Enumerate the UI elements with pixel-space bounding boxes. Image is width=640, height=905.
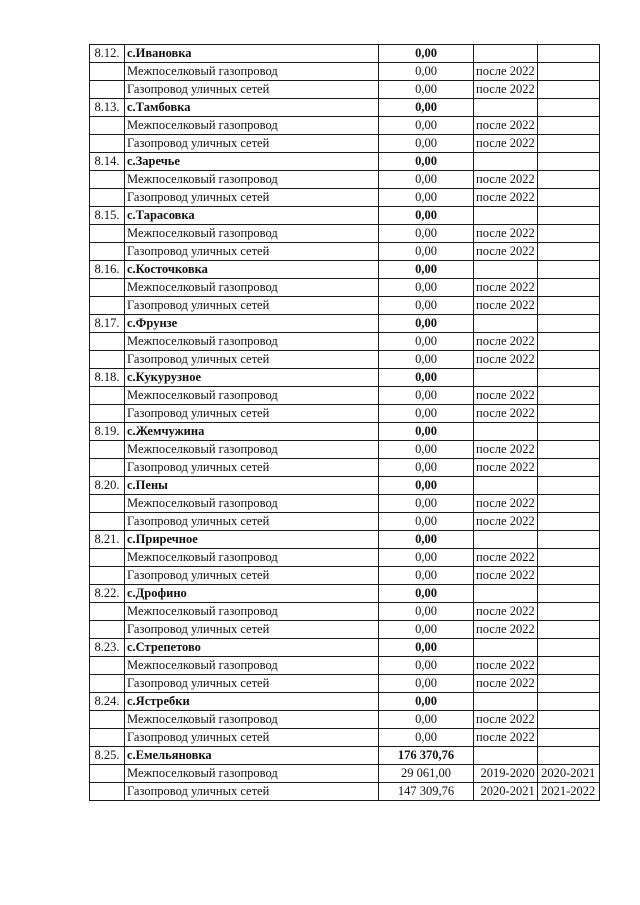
start-period: после 2022 [474,225,538,243]
pipeline-sum: 0,00 [379,729,474,747]
pipeline-type: Межпоселковый газопровод [125,495,379,513]
start-period-cell [474,693,538,711]
pipeline-type: Межпоселковый газопровод [125,549,379,567]
pipeline-type: Межпоселковый газопровод [125,441,379,459]
table-row [90,657,600,675]
table-row [90,459,600,477]
table-row [90,189,600,207]
start-period: после 2022 [474,675,538,693]
table-row [90,621,600,639]
start-period-cell [474,207,538,225]
start-period-cell [474,639,538,657]
table-row [90,351,600,369]
section-number: 8.24. [90,693,125,711]
section-header-row [90,261,600,279]
start-period-cell [474,477,538,495]
section-header-row [90,369,600,387]
end-period [537,171,599,189]
section-number: 8.25. [90,747,125,765]
pipeline-type: Газопровод уличных сетей [125,513,379,531]
row-number-cell [90,135,125,153]
end-period-cell [537,747,599,765]
start-period: после 2022 [474,387,538,405]
pipeline-type: Межпоселковый газопровод [125,765,379,783]
section-total: 0,00 [379,261,474,279]
pipeline-type: Газопровод уличных сетей [125,189,379,207]
pipeline-type: Межпоселковый газопровод [125,279,379,297]
start-period: после 2022 [474,297,538,315]
section-number: 8.21. [90,531,125,549]
end-period-cell [537,153,599,171]
end-period [537,729,599,747]
pipeline-type: Межпоселковый газопровод [125,117,379,135]
pipeline-sum: 0,00 [379,279,474,297]
pipeline-sum: 0,00 [379,459,474,477]
pipeline-type: Межпоселковый газопровод [125,333,379,351]
table-row [90,603,600,621]
section-header-row [90,207,600,225]
settlement-name: с.Фрунзе [125,315,379,333]
table-row [90,63,600,81]
start-period-cell [474,747,538,765]
table-row [90,783,600,801]
table-row [90,387,600,405]
section-number: 8.23. [90,639,125,657]
row-number-cell [90,603,125,621]
table-row [90,243,600,261]
start-period: после 2022 [474,351,538,369]
section-header-row [90,423,600,441]
table-row [90,441,600,459]
settlement-name: с.Тарасовка [125,207,379,225]
section-total: 0,00 [379,477,474,495]
row-number-cell [90,63,125,81]
section-total: 0,00 [379,315,474,333]
row-number-cell [90,657,125,675]
end-period-cell [537,585,599,603]
pipeline-sum: 147 309,76 [379,783,474,801]
start-period: после 2022 [474,495,538,513]
start-period: после 2022 [474,549,538,567]
pipeline-sum: 0,00 [379,171,474,189]
row-number-cell [90,765,125,783]
section-number: 8.18. [90,369,125,387]
end-period [537,603,599,621]
pipeline-sum: 29 061,00 [379,765,474,783]
pipeline-type: Межпоселковый газопровод [125,171,379,189]
pipeline-sum: 0,00 [379,387,474,405]
table-row [90,81,600,99]
end-period-cell [537,477,599,495]
row-number-cell [90,279,125,297]
end-period [537,351,599,369]
start-period: после 2022 [474,513,538,531]
section-total: 0,00 [379,207,474,225]
pipeline-type: Межпоселковый газопровод [125,603,379,621]
end-period [537,63,599,81]
pipeline-type: Газопровод уличных сетей [125,729,379,747]
section-header-row [90,639,600,657]
start-period: после 2022 [474,711,538,729]
settlement-name: с.Ястребки [125,693,379,711]
pipeline-sum: 0,00 [379,675,474,693]
settlement-name: с.Пены [125,477,379,495]
end-period-cell [537,207,599,225]
start-period: после 2022 [474,729,538,747]
end-period-cell [537,315,599,333]
section-number: 8.15. [90,207,125,225]
pipeline-type: Газопровод уличных сетей [125,405,379,423]
end-period [537,387,599,405]
row-number-cell [90,729,125,747]
pipeline-sum: 0,00 [379,63,474,81]
start-period-cell [474,153,538,171]
start-period: после 2022 [474,189,538,207]
row-number-cell [90,621,125,639]
table-row [90,513,600,531]
section-header-row [90,693,600,711]
row-number-cell [90,333,125,351]
table-row [90,495,600,513]
settlement-name: с.Кукурузное [125,369,379,387]
section-number: 8.22. [90,585,125,603]
start-period: после 2022 [474,603,538,621]
section-header-row [90,531,600,549]
table-row [90,171,600,189]
gas-pipeline-table [89,44,600,801]
start-period-cell [474,585,538,603]
start-period: после 2022 [474,279,538,297]
pipeline-type: Межпоселковый газопровод [125,225,379,243]
pipeline-type: Газопровод уличных сетей [125,135,379,153]
pipeline-type: Газопровод уличных сетей [125,783,379,801]
end-period [537,675,599,693]
start-period: после 2022 [474,81,538,99]
end-period [537,459,599,477]
start-period-cell [474,369,538,387]
section-total: 0,00 [379,423,474,441]
start-period-cell [474,261,538,279]
section-number: 8.20. [90,477,125,495]
start-period: после 2022 [474,441,538,459]
pipeline-type: Газопровод уличных сетей [125,459,379,477]
table-row [90,729,600,747]
section-header-row [90,153,600,171]
section-number: 8.16. [90,261,125,279]
table-row [90,117,600,135]
settlement-name: с.Ивановка [125,45,379,63]
end-period-cell [537,693,599,711]
start-period: после 2022 [474,63,538,81]
end-period-cell [537,261,599,279]
table-row [90,711,600,729]
start-period: после 2022 [474,333,538,351]
section-number: 8.13. [90,99,125,117]
pipeline-type: Газопровод уличных сетей [125,81,379,99]
pipeline-type: Межпоселковый газопровод [125,63,379,81]
section-number: 8.19. [90,423,125,441]
section-total: 0,00 [379,585,474,603]
settlement-name: с.Жемчужина [125,423,379,441]
settlement-name: с.Приречное [125,531,379,549]
table-row [90,135,600,153]
pipeline-type: Газопровод уличных сетей [125,567,379,585]
pipeline-sum: 0,00 [379,243,474,261]
table-row [90,405,600,423]
end-period-cell [537,369,599,387]
section-total: 0,00 [379,693,474,711]
end-period [537,297,599,315]
section-total: 0,00 [379,45,474,63]
section-total: 0,00 [379,153,474,171]
start-period: после 2022 [474,117,538,135]
pipeline-sum: 0,00 [379,567,474,585]
row-number-cell [90,189,125,207]
section-total: 176 370,76 [379,747,474,765]
pipeline-sum: 0,00 [379,621,474,639]
pipeline-type: Межпоселковый газопровод [125,711,379,729]
row-number-cell [90,297,125,315]
row-number-cell [90,783,125,801]
end-period [537,495,599,513]
row-number-cell [90,387,125,405]
settlement-name: с.Стрепетово [125,639,379,657]
start-period-cell [474,315,538,333]
table-row [90,549,600,567]
section-total: 0,00 [379,369,474,387]
end-period-cell [537,423,599,441]
start-period: после 2022 [474,405,538,423]
row-number-cell [90,441,125,459]
pipeline-sum: 0,00 [379,513,474,531]
start-period: 2020-2021 [474,783,538,801]
start-period: после 2022 [474,243,538,261]
row-number-cell [90,495,125,513]
section-number: 8.17. [90,315,125,333]
end-period [537,513,599,531]
pipeline-type: Газопровод уличных сетей [125,297,379,315]
pipeline-sum: 0,00 [379,81,474,99]
row-number-cell [90,513,125,531]
row-number-cell [90,243,125,261]
end-period: 2020-2021 [537,765,599,783]
row-number-cell [90,351,125,369]
start-period: после 2022 [474,657,538,675]
start-period-cell [474,45,538,63]
row-number-cell [90,225,125,243]
start-period: 2019-2020 [474,765,538,783]
section-number: 8.12. [90,45,125,63]
end-period [537,279,599,297]
row-number-cell [90,171,125,189]
section-total: 0,00 [379,99,474,117]
table-body [90,45,600,801]
section-header-row [90,477,600,495]
table-row [90,225,600,243]
settlement-name: с.Косточковка [125,261,379,279]
end-period [537,567,599,585]
end-period [537,333,599,351]
end-period-cell [537,639,599,657]
table-row [90,765,600,783]
row-number-cell [90,405,125,423]
start-period: после 2022 [474,459,538,477]
section-header-row [90,585,600,603]
end-period-cell [537,45,599,63]
row-number-cell [90,549,125,567]
end-period [537,441,599,459]
pipeline-type: Газопровод уличных сетей [125,243,379,261]
section-total: 0,00 [379,639,474,657]
pipeline-sum: 0,00 [379,225,474,243]
pipeline-sum: 0,00 [379,495,474,513]
start-period-cell [474,423,538,441]
end-period [537,243,599,261]
pipeline-sum: 0,00 [379,603,474,621]
start-period-cell [474,99,538,117]
end-period [537,135,599,153]
start-period: после 2022 [474,621,538,639]
table-row [90,675,600,693]
end-period [537,657,599,675]
row-number-cell [90,567,125,585]
settlement-name: с.Дрофино [125,585,379,603]
pipeline-sum: 0,00 [379,297,474,315]
settlement-name: с.Тамбовка [125,99,379,117]
start-period-cell [474,531,538,549]
end-period-cell [537,531,599,549]
row-number-cell [90,81,125,99]
pipeline-sum: 0,00 [379,405,474,423]
section-header-row [90,99,600,117]
pipeline-type: Газопровод уличных сетей [125,621,379,639]
table-row [90,567,600,585]
table-row [90,279,600,297]
end-period [537,621,599,639]
pipeline-sum: 0,00 [379,549,474,567]
end-period [537,549,599,567]
pipeline-sum: 0,00 [379,333,474,351]
row-number-cell [90,117,125,135]
pipeline-type: Межпоселковый газопровод [125,657,379,675]
start-period: после 2022 [474,171,538,189]
start-period: после 2022 [474,567,538,585]
end-period: 2021-2022 [537,783,599,801]
table-row [90,333,600,351]
end-period-cell [537,99,599,117]
section-header-row [90,315,600,333]
table-row [90,297,600,315]
pipeline-sum: 0,00 [379,441,474,459]
pipeline-type: Межпоселковый газопровод [125,387,379,405]
end-period [537,711,599,729]
settlement-name: с.Емельяновка [125,747,379,765]
row-number-cell [90,675,125,693]
pipeline-type: Газопровод уличных сетей [125,351,379,369]
pipeline-sum: 0,00 [379,711,474,729]
end-period [537,405,599,423]
end-period [537,117,599,135]
row-number-cell [90,459,125,477]
section-header-row [90,747,600,765]
end-period [537,225,599,243]
pipeline-type: Газопровод уличных сетей [125,675,379,693]
settlement-name: с.Заречье [125,153,379,171]
pipeline-sum: 0,00 [379,351,474,369]
row-number-cell [90,711,125,729]
pipeline-sum: 0,00 [379,117,474,135]
pipeline-sum: 0,00 [379,189,474,207]
section-number: 8.14. [90,153,125,171]
pipeline-sum: 0,00 [379,135,474,153]
section-total: 0,00 [379,531,474,549]
end-period [537,81,599,99]
end-period [537,189,599,207]
start-period: после 2022 [474,135,538,153]
section-header-row [90,45,600,63]
pipeline-sum: 0,00 [379,657,474,675]
